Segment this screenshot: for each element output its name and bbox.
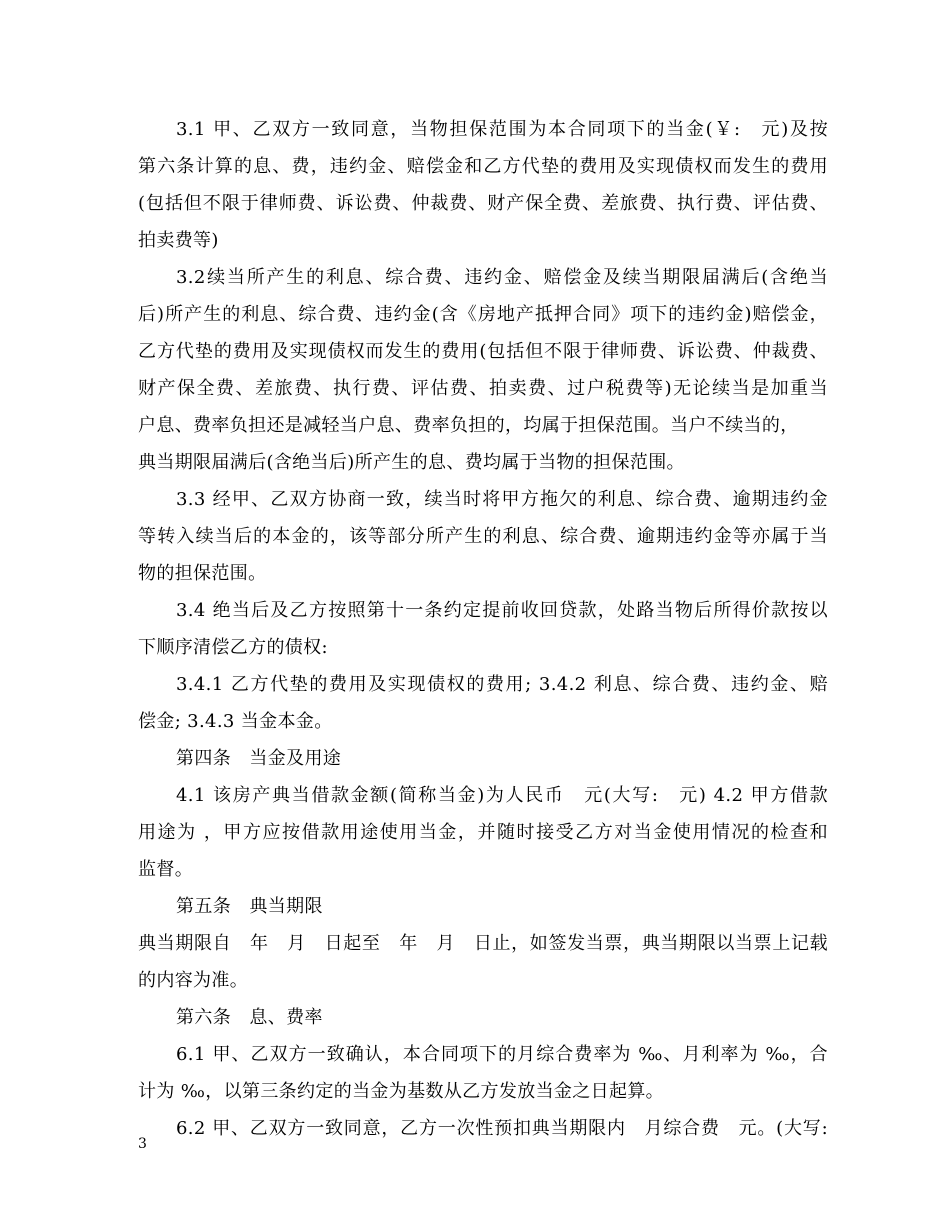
section-heading: 第五条 典当期限 [176, 896, 323, 917]
paragraph-line: 3.2续当所产生的利息、综合费、违约金、赔偿金及续当期限届满后(含绝当 [176, 267, 828, 288]
paragraph-line: 第六条计算的息、费，违约金、赔偿金和乙方代垫的费用及实现债权而发生的费用 [138, 156, 828, 177]
section-heading: 第四条 当金及用途 [176, 748, 342, 769]
paragraph-line: 户息、费率负担还是减轻当户息、费率负担的，均属于担保范围。当户不续当的， [138, 415, 799, 436]
paragraph-line: 6.1 甲、乙双方一致确认，本合同项下的月综合费率为 ‰、月利率为 ‰，合 [176, 1044, 828, 1065]
page-number: 3 [138, 1136, 147, 1152]
paragraph-line: 财产保全费、差旅费、执行费、评估费、拍卖费、过户税费等)无论续当是加重当 [138, 378, 828, 399]
section-heading: 第六条 息、费率 [176, 1007, 323, 1028]
paragraph-line: (包括但不限于律师费、诉讼费、仲裁费、财产保全费、差旅费、执行费、评估费、 [138, 193, 828, 214]
paragraph-line: 物的担保范围。 [138, 563, 267, 584]
paragraph-line: 典当期限自 年 月 日起至 年 月 日止，如签发当票，典当期限以当票上记载 [138, 933, 828, 954]
paragraph-line: 典当期限届满后(含绝当后)所产生的息、费均属于当物的担保范围。 [138, 452, 685, 473]
paragraph-line: 3.4.1 乙方代垫的费用及实现债权的费用; 3.4.2 利息、综合费、违约金、赔 [176, 674, 828, 695]
paragraph-line: 用途为 ，甲方应按借款用途使用当金，并随时接受乙方对当金使用情况的检查和 [138, 822, 828, 843]
paragraph-line: 拍卖费等) [138, 230, 219, 251]
paragraph-line: 4.1 该房产典当借款金额(简称当金)为人民币 元(大写: 元) 4.2 甲方借款 [176, 785, 828, 806]
paragraph-line: 等转入续当后的本金的，该等部分所产生的利息、综合费、逾期违约金等亦属于当 [138, 526, 828, 547]
paragraph-line: 监督。 [138, 859, 194, 880]
paragraph-line: 后)所产生的利息、综合费、违约金(含《房地产抵押合同》项下的违约金)赔偿金， [138, 304, 828, 325]
paragraph-line: 3.4 绝当后及乙方按照第十一条约定提前收回贷款，处路当物后所得价款按以 [176, 600, 828, 621]
paragraph-line: 下顺序清偿乙方的债权: [138, 637, 328, 658]
paragraph-line: 计为 ‰，以第三条约定的当金为基数从乙方发放当金之日起算。 [138, 1081, 665, 1102]
paragraph-line: 的内容为准。 [138, 970, 249, 991]
paragraph-line: 3.3 经甲、乙双方协商一致，续当时将甲方拖欠的利息、综合费、逾期违约金 [176, 489, 828, 510]
paragraph-line: 偿金; 3.4.3 当金本金。 [138, 711, 333, 732]
paragraph-line: 3.1 甲、乙双方一致同意，当物担保范围为本合同项下的当金(￥: 元)及按 [176, 119, 828, 140]
paragraph-line: 6.2 甲、乙双方一致同意，乙方一次性预扣典当期限内 月综合费 元。(大写: [176, 1118, 828, 1139]
paragraph-line: 乙方代垫的费用及实现债权而发生的费用(包括但不限于律师费、诉讼费、仲裁费、 [138, 341, 828, 362]
